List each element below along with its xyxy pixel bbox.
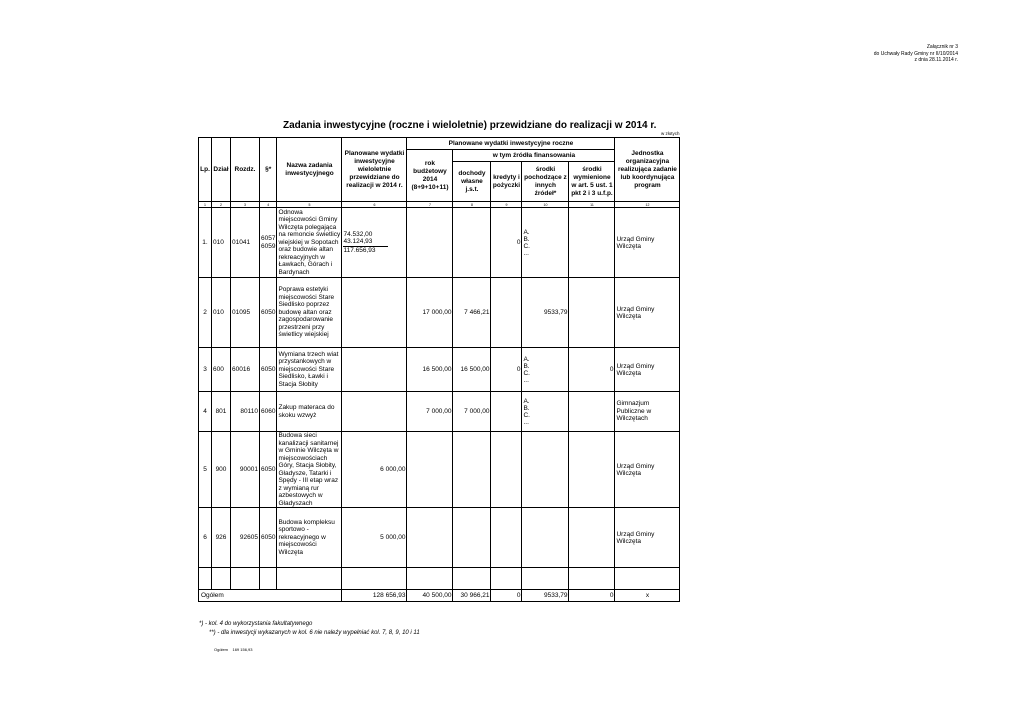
investment-table [198,137,680,602]
cell-srodki-poch: 9533,79 [522,278,569,348]
col-number: 9 [491,202,522,208]
cell-par: 6060 [260,392,277,432]
col-srodki-poch: środki pochodzące z innych źródeł* [522,162,569,202]
cell-rozdz: 80110 [231,392,260,432]
cell-kredyty [491,392,522,432]
col-number: 1 [199,202,212,208]
col-rok: rok budżetowy 2014 (8+9+10+11) [407,150,453,202]
col-number: 8 [453,202,491,208]
col-number: 12 [615,202,680,208]
table-row [199,392,680,432]
cell-planowane: 6 000,00 [342,432,407,508]
cell-nazwa: Poprawa estetyki miejscowości Stare Siedlisko poprzez budowę altan oraz zagospodarowanie przestrzeni przy świetlicy wiejskiej [277,278,342,348]
document-title: Zadania inwestycyjne (roczne i wieloletnie) przewidziane do realizacji w 2014 r. [283,120,657,131]
cell-par: 6057 6059 [260,208,277,278]
cell-jednostka: Urząd Gminy Wilczęta [615,208,680,278]
cell-srodki-wym [569,278,615,348]
cell-dochody [453,208,491,278]
cell-dochody [453,508,491,568]
cell-dzial: 801 [212,392,231,432]
col-rozdz: Rozdz. [231,138,260,202]
footer-total-label: Ogółem [214,647,229,652]
cell-nazwa: Zakup materaca do skoku wzwyż [277,392,342,432]
cell-srodki-wym [569,432,615,508]
col-number: 10 [522,202,569,208]
total-rok: 40 500,00 [407,590,453,602]
total-dochody: 30 966,21 [453,590,491,602]
total-srodki-wym: 0 [569,590,615,602]
cell-dochody: 16 500,00 [453,348,491,392]
cell-srodki-poch: A. B. C. ... [522,348,569,392]
total-srodki-poch: 9533,79 [522,590,569,602]
col-dzial: Dział [212,138,231,202]
col-jednostka: Jednostka organizacyjna realizująca zadanie lub koordynująca program [615,138,680,202]
cell-jednostka: Urząd Gminy Wilczęta [615,432,680,508]
document-header [874,44,958,64]
cell-srodki-poch: A. B. C. ... [522,208,569,278]
planowane-c: 117.656,93 [343,246,376,254]
cell-kredyty: 0 [491,348,522,392]
cell-lp: 4 [199,392,212,432]
col-number: 5 [277,202,342,208]
col-kredyty: kredyty i pożyczki [491,162,522,202]
cell-rok: 16 500,00 [407,348,453,392]
cell-nazwa: Budowa sieci kanalizacji sanitarnej w Gminie Wilczęta w miejscowościach Góry, Stacja Słobity, Gładysze, Tatarki i Spędy - III etap wraz z wymianą rur azbestowych w Gładyszach [277,432,342,508]
table-row-empty [199,568,680,590]
cell-rok [407,432,453,508]
cell-dzial: 900 [212,432,231,508]
footnote-2: **) - dla inwestycji wykazanych w kol. 6 nie należy wypełniać kol. 7, 8, 9, 10 i 11 [209,630,420,636]
col-planowane-roczne: Planowane wydatki inwestycyjne roczne [407,138,615,150]
cell-kredyty [491,432,522,508]
cell-jednostka: Urząd Gminy Wilczęta [615,278,680,348]
cell-kredyty [491,508,522,568]
table-row [199,508,680,568]
cell-rozdz: 92605 [231,508,260,568]
cell-kredyty [491,278,522,348]
cell-srodki-poch: A. B. C. ... [522,392,569,432]
total-planowane: 128 656,93 [342,590,407,602]
table-row [199,348,680,392]
cell-lp: 3 [199,348,212,392]
table-row [199,208,680,278]
total-kredyty: 0 [491,590,522,602]
cell-srodki-wym [569,392,615,432]
col-srodki-wym: środki wymienione w art. 5 ust. 1 pkt 2 i 3 u.f.p. [569,162,615,202]
col-par: §* [260,138,277,202]
total-row [199,590,680,602]
header-line-1: Załącznik nr 3 [926,44,958,50]
cell-nazwa: Odnowa miejscowości Gminy Wilczęta polegająca na remoncie świetlicy wiejskiej w Sopotach oraz budowie altan rekreacyjnych w Ławkach, Górach i Bardynach [278,208,341,276]
cell-par: 6050 [260,278,277,348]
table-row [199,432,680,508]
cell-dochody: 7 000,00 [453,392,491,432]
cell-jednostka: Gimnazjum Publiczne w Wilczętach [615,392,680,432]
cell-jednostka: Urząd Gminy Wilczęta [615,508,680,568]
cell-srodki-poch [522,432,569,508]
cell-nazwa: Budowa kompleksu sportowo - rekreacyjnego w miejscowości Wilczęta [277,508,342,568]
cell-planowane [342,278,407,348]
footnote-1: *) - kol. 4 do wykorzystania fakultatywnego [199,621,313,627]
cell-par: 6050 [260,348,277,392]
cell-srodki-wym [569,508,615,568]
footer-total-value: 169 156,93 [232,647,253,652]
table-row [199,278,680,348]
col-number: 11 [569,202,615,208]
total-jednostka: x [615,590,680,602]
cell-dzial: 010 [212,208,231,278]
cell-lp: 1. [199,208,212,278]
planowane-a: 74.532,00 [343,230,373,238]
cell-lp: 5 [199,432,212,508]
cell-planowane [342,348,407,392]
cell-srodki-wym [569,208,615,278]
cell-planowane [342,392,407,432]
cell-par: 6050 [260,432,277,508]
cell-rozdz: 90001 [231,432,260,508]
header-line-2: do Uchwały Rady Gminy nr II/10/2014 [873,50,958,57]
cell-kredyty: 0 [491,208,522,278]
cell-jednostka: Urząd Gminy Wilczęta [615,348,680,392]
cell-dochody [453,432,491,508]
col-nazwa: Nazwa zadania inwestycyjnego [277,138,342,202]
footer-total [214,647,253,652]
cell-rozdz: 01095 [231,278,260,348]
cell-rozdz: 01041 [231,208,260,278]
header-line-3: z dnia 28.11.2014 r. [914,57,958,63]
col-w-tym: w tym źródła finansowania [453,150,615,162]
cell-lp: 2 [199,278,212,348]
col-number: 6 [342,202,407,208]
col-dochody: dochody własne j.s.t. [453,162,491,202]
cell-dzial: 926 [212,508,231,568]
col-number: 7 [407,202,453,208]
cell-dzial: 010 [212,278,231,348]
cell-lp: 6 [199,508,212,568]
cell-rok: 17 000,00 [407,278,453,348]
cell-rozdz: 60016 [231,348,260,392]
cell-rok [407,508,453,568]
cell-rok [407,208,453,278]
cell-rok: 7 000,00 [407,392,453,432]
col-number: 4 [260,202,277,208]
col-planowane: Planowane wydatki inwestycyjne wieloletnie przewidziane do realizacji w 2014 r. [342,138,407,202]
cell-srodki-poch [522,508,569,568]
cell-par: 6050 [260,508,277,568]
cell-nazwa: Wymiana trzech wiat przystankowych w miejscowości Stare Siedlisko, Ławki i Stacja Słobity [277,348,342,392]
cell-dochody: 7 466,21 [453,278,491,348]
cell-planowane [342,208,407,278]
cell-planowane: 5 000,00 [342,508,407,568]
col-number: 2 [212,202,231,208]
col-lp: Lp. [199,138,212,202]
col-number: 3 [231,202,260,208]
cell-srodki-wym: 0 [569,348,615,392]
unit-label: w złotych [661,131,680,136]
cell-dzial: 600 [212,348,231,392]
total-label: Ogółem [199,590,342,602]
planowane-b: 43.124,93 [343,238,388,247]
